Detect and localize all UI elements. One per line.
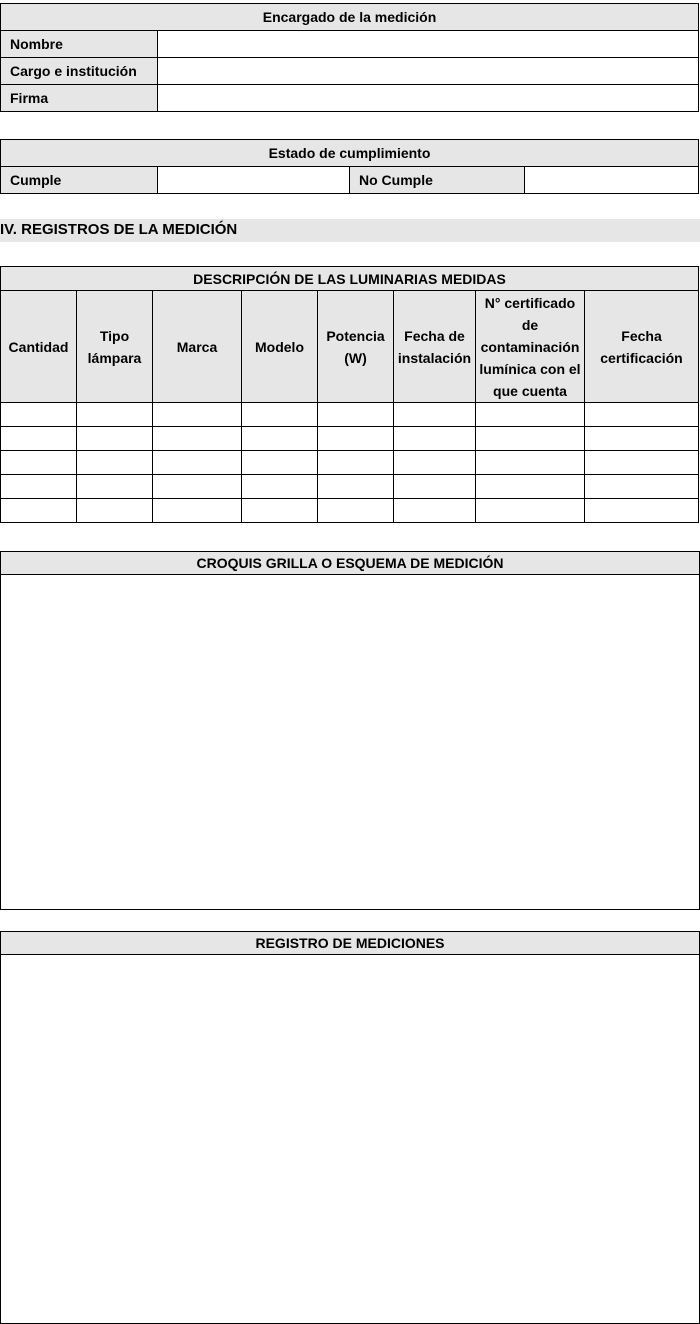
col-potencia: Potencia (W) bbox=[318, 291, 394, 403]
croquis-box bbox=[0, 551, 700, 910]
table-cell[interactable] bbox=[585, 499, 699, 523]
croquis-title: CROQUIS GRILLA O ESQUEMA DE MEDICIÓN bbox=[1, 552, 699, 575]
table-row bbox=[1, 475, 699, 499]
table-cell[interactable] bbox=[1, 427, 77, 451]
luminarias-body bbox=[1, 403, 699, 523]
estado-title: Estado de cumplimiento bbox=[1, 140, 699, 167]
col-tipo-lampara: Tipo lámpara bbox=[77, 291, 153, 403]
table-cell[interactable] bbox=[77, 475, 153, 499]
no-cumple-label: No Cumple bbox=[350, 167, 525, 194]
table-cell[interactable] bbox=[394, 451, 476, 475]
table-row bbox=[1, 403, 699, 427]
firma-field[interactable] bbox=[158, 85, 699, 112]
table-cell[interactable] bbox=[1, 499, 77, 523]
table-cell[interactable] bbox=[476, 499, 585, 523]
registro-box bbox=[0, 931, 700, 1324]
table-cell[interactable] bbox=[318, 403, 394, 427]
table-cell[interactable] bbox=[1, 403, 77, 427]
table-cell[interactable] bbox=[476, 427, 585, 451]
estado-table bbox=[0, 139, 699, 194]
table-cell[interactable] bbox=[476, 475, 585, 499]
luminarias-table bbox=[0, 266, 699, 523]
table-cell[interactable] bbox=[318, 451, 394, 475]
cumple-field[interactable] bbox=[158, 167, 350, 194]
table-cell[interactable] bbox=[153, 427, 242, 451]
table-cell[interactable] bbox=[394, 427, 476, 451]
table-cell[interactable] bbox=[77, 499, 153, 523]
table-cell[interactable] bbox=[585, 403, 699, 427]
col-marca: Marca bbox=[153, 291, 242, 403]
cumple-label: Cumple bbox=[1, 167, 158, 194]
table-cell[interactable] bbox=[77, 451, 153, 475]
col-fecha-instalacion: Fecha de instalación bbox=[394, 291, 476, 403]
table-cell[interactable] bbox=[77, 403, 153, 427]
col-fecha-certificacion: Fecha certificación bbox=[585, 291, 699, 403]
table-cell[interactable] bbox=[153, 499, 242, 523]
table-cell[interactable] bbox=[476, 403, 585, 427]
table-cell[interactable] bbox=[394, 475, 476, 499]
col-modelo: Modelo bbox=[242, 291, 318, 403]
table-cell[interactable] bbox=[242, 475, 318, 499]
table-cell[interactable] bbox=[242, 403, 318, 427]
table-cell[interactable] bbox=[585, 427, 699, 451]
col-certificado: N° certificado de contaminación lumínica con el que cuenta bbox=[476, 291, 585, 403]
table-cell[interactable] bbox=[476, 451, 585, 475]
table-cell[interactable] bbox=[318, 499, 394, 523]
no-cumple-field[interactable] bbox=[525, 167, 699, 194]
table-cell[interactable] bbox=[77, 427, 153, 451]
registro-title: REGISTRO DE MEDICIONES bbox=[1, 932, 699, 955]
cargo-institucion-field[interactable] bbox=[158, 58, 699, 85]
cargo-institucion-label: Cargo e institución bbox=[1, 58, 158, 85]
table-cell[interactable] bbox=[1, 475, 77, 499]
firma-label: Firma bbox=[1, 85, 158, 112]
table-cell[interactable] bbox=[318, 427, 394, 451]
luminarias-title: DESCRIPCIÓN DE LAS LUMINARIAS MEDIDAS bbox=[1, 267, 699, 291]
table-cell[interactable] bbox=[585, 451, 699, 475]
encargado-table bbox=[0, 3, 699, 112]
table-cell[interactable] bbox=[1, 451, 77, 475]
table-cell[interactable] bbox=[153, 475, 242, 499]
section-heading: IV. REGISTROS DE LA MEDICIÓN bbox=[0, 219, 700, 242]
nombre-field[interactable] bbox=[158, 31, 699, 58]
table-cell[interactable] bbox=[242, 427, 318, 451]
table-cell[interactable] bbox=[585, 475, 699, 499]
encargado-title: Encargado de la medición bbox=[1, 4, 699, 31]
table-cell[interactable] bbox=[394, 499, 476, 523]
table-cell[interactable] bbox=[394, 403, 476, 427]
table-cell[interactable] bbox=[153, 403, 242, 427]
table-cell[interactable] bbox=[242, 451, 318, 475]
col-cantidad: Cantidad bbox=[1, 291, 77, 403]
table-row bbox=[1, 427, 699, 451]
table-row bbox=[1, 499, 699, 523]
nombre-label: Nombre bbox=[1, 31, 158, 58]
table-row bbox=[1, 451, 699, 475]
table-cell[interactable] bbox=[242, 499, 318, 523]
table-cell[interactable] bbox=[318, 475, 394, 499]
table-cell[interactable] bbox=[153, 451, 242, 475]
